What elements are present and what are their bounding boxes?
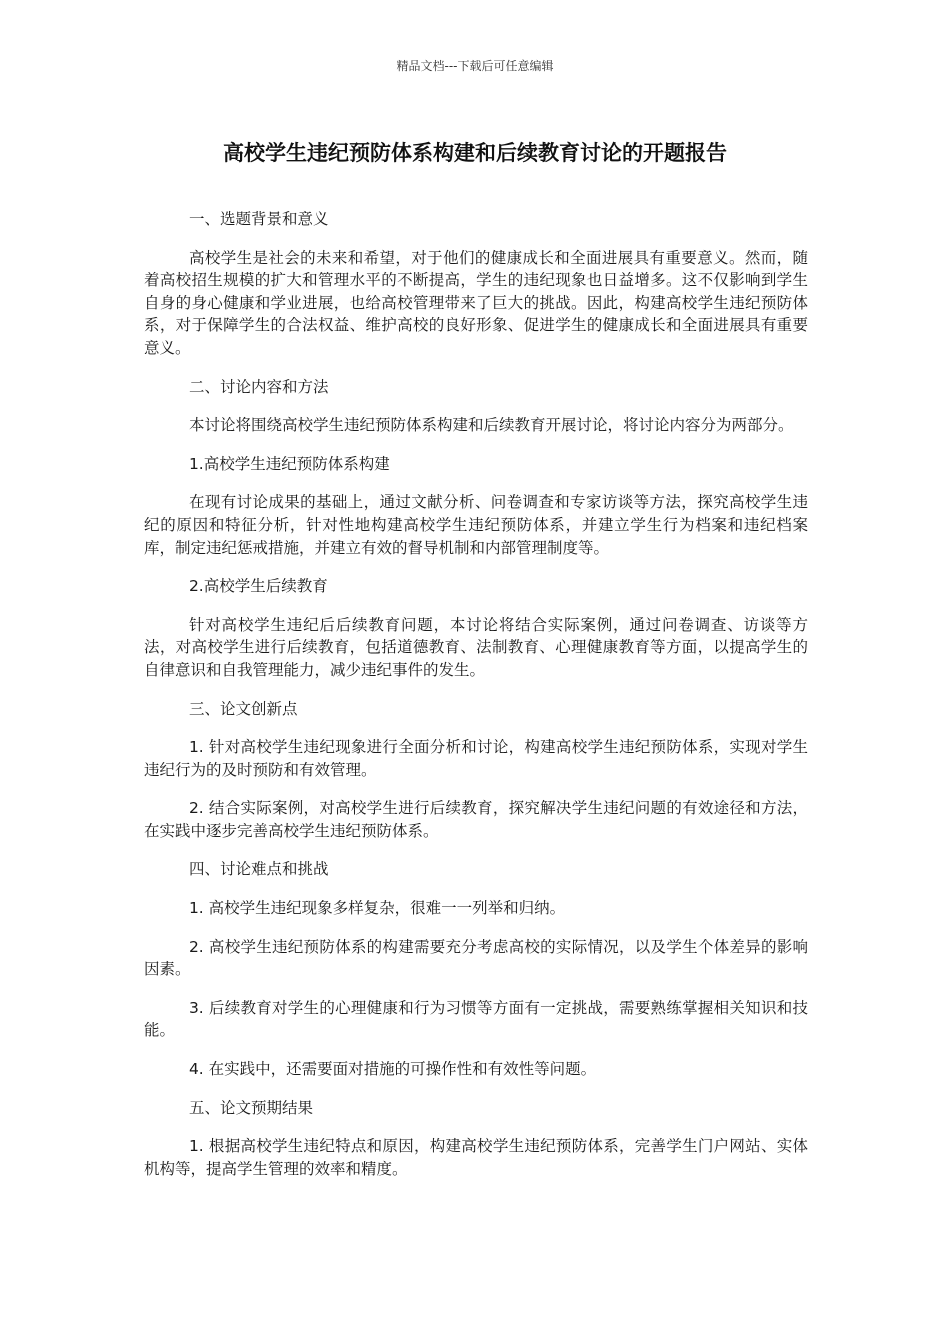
- list-item-innovation-1: 1. 针对高校学生违纪现象进行全面分析和讨论，构建高校学生违纪预防体系，实现对学生违纪行为的及时预防和有效管理。: [144, 738, 808, 779]
- list-item-difficulty-2: 2. 高校学生违纪预防体系的构建需要充分考虑高校的实际情况，以及学生个体差异的影响因素。: [144, 937, 808, 979]
- page-header: 精品文档---下载后可任意编辑: [396, 59, 554, 73]
- document-body: [144, 208, 808, 1196]
- paragraph-follow-up-education: 针对高校学生违纪后后续教育问题，本讨论将结合实际案例，通过问卷调查、访谈等方法，对高校学生进行后续教育，包括道德教育、法制教育、心理健康教育等方面，以提高学生的自律意识和自我管理能力，减少违纪事件的发生。: [144, 615, 808, 679]
- paragraph-content-intro: 本讨论将围绕高校学生违纪预防体系构建和后续教育开展讨论，将讨论内容分为两部分。: [188, 416, 794, 435]
- subheading-follow-up-education: 2.高校学生后续教育: [188, 577, 328, 596]
- list-item-innovation-2: 2. 结合实际案例，对高校学生进行后续教育，探究解决学生违纪问题的有效途径和方法，在实践中逐步完善高校学生违纪预防体系。: [144, 799, 808, 840]
- list-item-result-1: 1. 根据高校学生违纪特点和原因，构建高校学生违纪预防体系，完善学生门户网站、实体机构等，提高学生管理的效率和精度。: [144, 1137, 808, 1178]
- list-item-difficulty-1: 1. 高校学生违纪现象多样复杂，很难一一列举和归纳。: [188, 899, 566, 918]
- document-title: 高校学生违纪预防体系构建和后续教育讨论的开题报告: [223, 141, 727, 165]
- section-heading-background: 一、选题背景和意义: [188, 210, 329, 228]
- section-heading-expected-results: 五、论文预期结果: [188, 1098, 313, 1117]
- paragraph-background: 高校学生是社会的未来和希望，对于他们的健康成长和全面进展具有重要意义。然而，随着高校招生规模的扩大和管理水平的不断提高，学生的违纪现象也日益增多。这不仅影响到学生自身的身心健康和学业进展，也给高校管理带来了巨大的挑战。因此，构建高校学生违纪预防体系，对于保障学生的合法权益、维护高校的良好形象、促进学生的健康成长和全面进展具有重要意义。: [144, 248, 808, 357]
- list-item-difficulty-4: 4. 在实践中，还需要面对措施的可操作性和有效性等问题。: [188, 1060, 597, 1079]
- section-heading-difficulties: 四、讨论难点和挑战: [188, 860, 329, 879]
- section-heading-innovation: 三、论文创新点: [188, 699, 298, 718]
- section-heading-content-methods: 二、讨论内容和方法: [188, 377, 329, 396]
- paragraph-prevention-system: 在现有讨论成果的基础上，通过文献分析、问卷调查和专家访谈等方法，探究高校学生违纪的原因和特征分析，针对性地构建高校学生违纪预防体系，并建立学生行为档案和违纪档案库，制定违纪惩戒措施，并建立有效的督导机制和内部管理制度等。: [144, 493, 808, 557]
- list-item-difficulty-3: 3. 后续教育对学生的心理健康和行为习惯等方面有一定挑战，需要熟练掌握相关知识和技能。: [144, 998, 808, 1040]
- subheading-prevention-system: 1.高校学生违纪预防体系构建: [188, 454, 390, 473]
